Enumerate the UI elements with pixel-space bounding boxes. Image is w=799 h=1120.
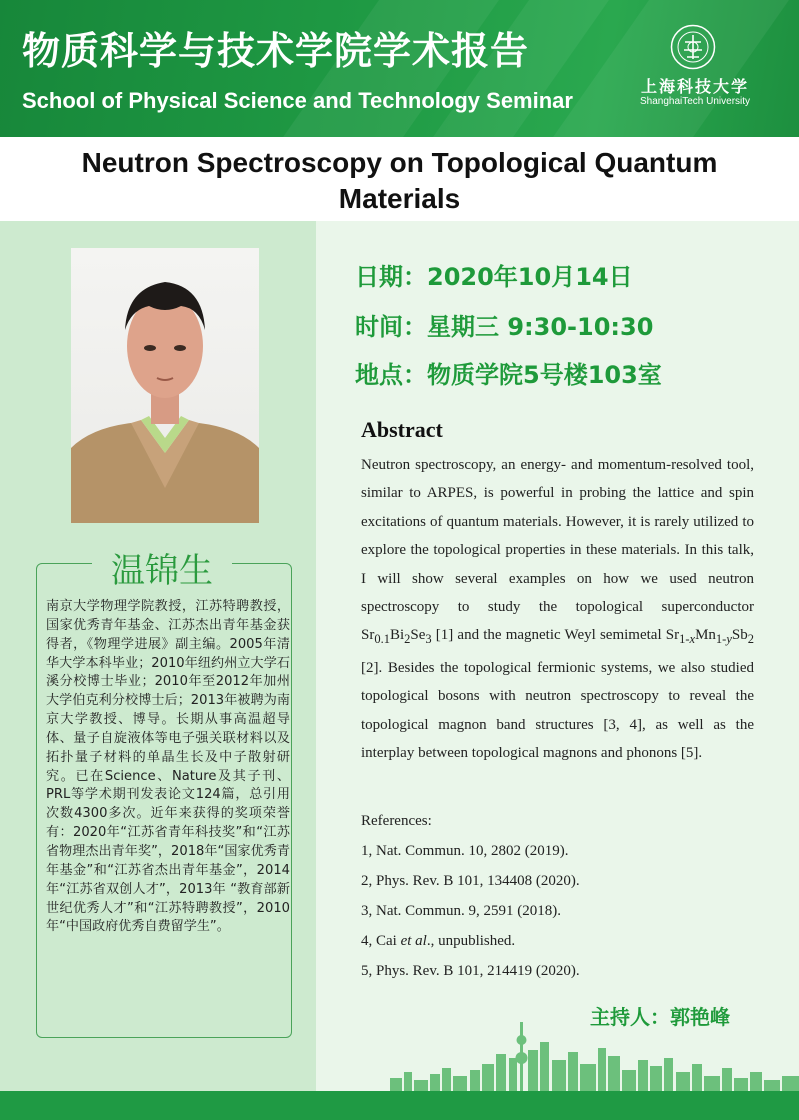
header-banner xyxy=(0,0,799,137)
speaker-photo xyxy=(71,248,259,523)
host-name: 主持人：郭艳峰 xyxy=(590,1005,730,1029)
abstract-text: Neutron spectroscopy, an energy- and momentum-resolved tool, similar to ARPES, is powerful in probing the lattice and spin excitations of quantum materials. However, it is rarely utilized to explore the topological properties in these materials. In this talk, I will show several examples on how we used neutron spectroscopy to study the topological superconductor $Sr_{0.1}Bi_2Se_3$ [1] and the magnetic Weyl semimetal $Sr_{1-x}Mn_{1-y}Sb_2$ [2]. Besides the topological fermionic systems, we also studied topological bosons with neutron spectroscopy to reveal the topological magnon band structures [3, 4], as well as the interplay between topological magnons and phonons [5]. xyxy=(361,457,754,762)
abstract-heading: Abstract xyxy=(361,417,443,442)
reference-item: 1, Nat. Commun. 10, 2802 (2019). xyxy=(361,843,569,859)
speaker-name: 温锦生 xyxy=(92,543,232,592)
talk-title-line: Materials xyxy=(338,183,461,214)
reference-item: 5, Phys. Rev. B 101, 214419 (2020). xyxy=(361,963,580,979)
talk-title xyxy=(0,145,799,217)
speaker-bio: 南京大学物理学院教授，江苏特聘教授，国家优秀青年基金、江苏杰出青年基金获得者，《物理学进展》副主编。2005年清华大学本科毕业；2010年纽约州立大学石溪分校博士毕业；2010年至2012年加州大学伯克利分校博士后；2013年被聘为南京大学教授、博导。长期从事高温超导体、量子自旋液体等电子强关联材料以及拓扑量子材料的单晶生长及中子散射研究。已在Science、Nature及其子刊、PRL等学术期刊发表论文124篇，总引用次数4300多次。近年来获得的奖项荣誉有：2020年“江苏省青年科技奖”和“江苏省物理杰出青年奖”，2018年“国家优秀青年基金”和“江苏省杰出青年基金”，2014年“江苏省双创人才”，2013年 “教育部新世纪优秀人才”和“江苏特聘教授”，2010年“中国政府优秀自费留学生”。 xyxy=(46,599,290,935)
event-location: 地点：物质学院5号楼103室 xyxy=(355,361,662,389)
references-heading: References: xyxy=(361,813,432,829)
seminar-title-cn: 物质科学与技术学院学术报告 xyxy=(22,29,530,73)
university-seal-icon xyxy=(670,24,716,70)
talk-title-line: Neutron Spectroscopy on Topological Quantum xyxy=(81,147,718,178)
reference-item: 2, Phys. Rev. B 101, 134408 (2020). xyxy=(361,873,580,889)
footer-band xyxy=(0,1091,799,1120)
city-skyline-decoration xyxy=(0,1020,799,1092)
formula-sr-bi-se: $Sr_{0.1}Bi_2Se_3$ xyxy=(361,627,432,647)
seminar-title-en: School of Physical Science and Technology Seminar xyxy=(22,88,573,113)
event-time: 时间：星期三 9:30-10:30 xyxy=(355,313,654,341)
university-name-cn: 上海科技大学 xyxy=(640,77,749,96)
university-name-en: ShanghaiTech University xyxy=(639,96,751,107)
references-list xyxy=(361,809,761,989)
event-date: 日期：2020年10月14日 xyxy=(355,263,633,291)
reference-item: 4, Cai et al., unpublished. xyxy=(361,933,516,949)
formula-sr-mn-sb: $Sr_{1-x}Mn_{1-y}Sb_2$ xyxy=(665,627,754,647)
speaker-portrait-illustration xyxy=(71,248,259,523)
reference-item: 3, Nat. Commun. 9, 2591 (2018). xyxy=(361,903,561,919)
